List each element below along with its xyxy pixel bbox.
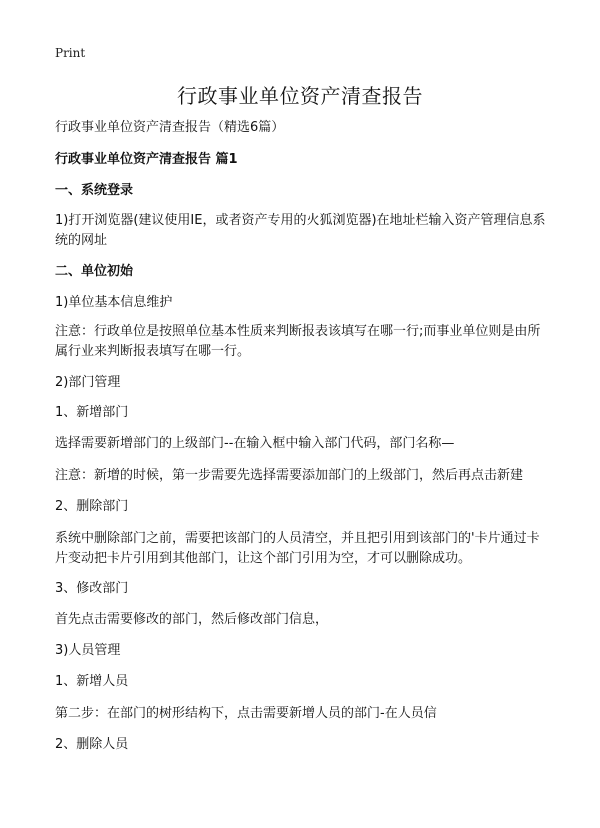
dept-delete-paragraph: 系统中删除部门之前，需要把该部门的人员清空，并且把引用到该部门的'卡片通过卡片变动把卡片引用到其他部门，让这个部门引用为空，才可以删除成功。 <box>55 531 540 566</box>
dept-edit-paragraph: 首先点击需要修改的部门，然后修改部门信息， <box>55 612 329 627</box>
dept-edit-heading: 3、修改部门 <box>55 581 129 596</box>
dept-delete-heading: 2、删除部门 <box>55 499 129 514</box>
document-subtitle: 行政事业单位资产清查报告（精选6篇） <box>55 120 285 135</box>
staff-add-paragraph: 第二步：在部门的树形结构下，点击需要新增人员的部门-在人员信 <box>55 706 437 721</box>
dept-add-heading: 1、新增部门 <box>55 405 129 420</box>
item-unit-info: 1)单位基本信息维护 <box>55 295 173 310</box>
dept-add-note: 注意：新增的时候，第一步需要先选择需要添加部门的上级部门，然后再点击新建 <box>55 468 524 483</box>
section-heading-login: 一、系统登录 <box>55 183 134 198</box>
item-staff-management: 3)人员管理 <box>55 643 121 658</box>
staff-add-heading: 1、新增人员 <box>55 674 129 689</box>
dept-add-paragraph: 选择需要新增部门的上级部门--在输入框中输入部门代码，部门名称— <box>55 436 455 451</box>
print-link[interactable]: Print <box>55 46 86 60</box>
note-unit-info: 注意：行政单位是按照单位基本性质来判断报表该填写在哪一行;而事业单位则是由所属行业来判断报表填写在哪一行。 <box>55 324 541 359</box>
article-heading: 行政事业单位资产清查报告 篇1 <box>55 152 238 167</box>
section-heading-unit-init: 二、单位初始 <box>55 264 134 279</box>
document-title: 行政事业单位资产清查报告 <box>177 84 423 108</box>
item-dept-management: 2)部门管理 <box>55 375 121 390</box>
staff-delete-heading: 2、删除人员 <box>55 737 129 752</box>
paragraph-open-browser: 1)打开浏览器(建议使用IE，或者资产专用的火狐浏览器)在地址栏输入资产管理信息系统的网址 <box>55 213 546 248</box>
